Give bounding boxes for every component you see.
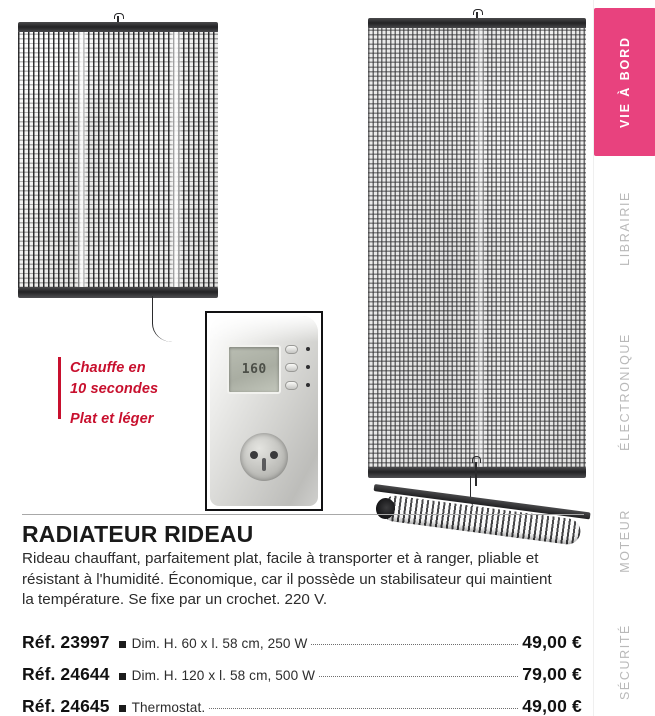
bullet-square-icon: [119, 641, 126, 648]
product-price: 49,00 €: [522, 696, 582, 716]
product-reference: Réf. 24644: [22, 664, 110, 684]
price-row[interactable]: [22, 632, 582, 653]
thermostat-photo: [205, 311, 323, 511]
product-description: Rideau chauffant, parfaitement plat, facile à transporter et à ranger, pliable et résistant à l'humidité. Économique, car il possède un stabilisateur qui maintient la température. Se fixe par un crochet. 220 V.: [22, 550, 552, 608]
radiator-panel-surface: [18, 32, 218, 288]
price-list: [22, 632, 582, 716]
radiator-photo-large: [368, 18, 586, 478]
category-tab-label: VIE À BORD: [618, 36, 632, 128]
product-reference: Réf. 24645: [22, 696, 110, 716]
claims-accent-bar: [58, 357, 61, 419]
rolled-radiator-photo: [372, 462, 590, 532]
section-divider: [22, 514, 584, 515]
product-reference: Réf. 23997: [22, 632, 110, 652]
power-cord: [152, 296, 186, 342]
thermostat-buttons: [285, 343, 311, 411]
highlight-claims: [58, 357, 159, 427]
radiator-bottom-bar: [18, 287, 218, 298]
category-tab-librairie[interactable]: [594, 168, 655, 288]
radiator-panel-surface: [368, 28, 586, 468]
hanging-hook-icon: [472, 456, 479, 486]
category-tab-label: SÉCURITÉ: [618, 623, 632, 700]
price-row[interactable]: [22, 696, 582, 716]
category-tab-securite[interactable]: [594, 610, 655, 714]
product-spec: Thermostat.: [131, 700, 206, 715]
thermostat-body: [210, 316, 318, 506]
bullet-square-icon: [119, 705, 126, 712]
dot-leader: [209, 708, 518, 709]
product-spec: Dim. H. 60 x l. 58 cm, 250 W: [131, 636, 308, 651]
product-title: RADIATEUR RIDEAU: [22, 521, 254, 547]
category-tab-vie-a-bord[interactable]: [594, 8, 655, 156]
category-rail: [593, 0, 655, 716]
dot-leader: [311, 644, 518, 645]
category-tab-electronique[interactable]: [594, 316, 655, 468]
product-spec: Dim. H. 120 x l. 58 cm, 500 W: [131, 668, 316, 683]
price-row[interactable]: [22, 664, 582, 685]
product-price: 79,00 €: [522, 664, 582, 684]
radiator-photo-small: [18, 22, 218, 298]
thermostat-lcd-display: [227, 345, 281, 394]
product-price: 49,00 €: [522, 632, 582, 652]
category-tab-label: LIBRAIRIE: [618, 190, 632, 266]
category-tab-moteur[interactable]: [594, 486, 655, 596]
thermostat-lcd-value: 160: [241, 361, 267, 377]
claim-line-1: Chauffe en: [70, 360, 146, 376]
dot-leader: [319, 676, 518, 677]
claim-line-2: 10 secondes: [70, 381, 159, 397]
bullet-square-icon: [119, 673, 126, 680]
category-tab-label: ÉLECTRONIQUE: [618, 333, 632, 451]
claim-line-3: Plat et léger: [70, 411, 154, 427]
category-tab-label: MOTEUR: [618, 509, 632, 573]
thermostat-power-socket: [240, 433, 288, 481]
